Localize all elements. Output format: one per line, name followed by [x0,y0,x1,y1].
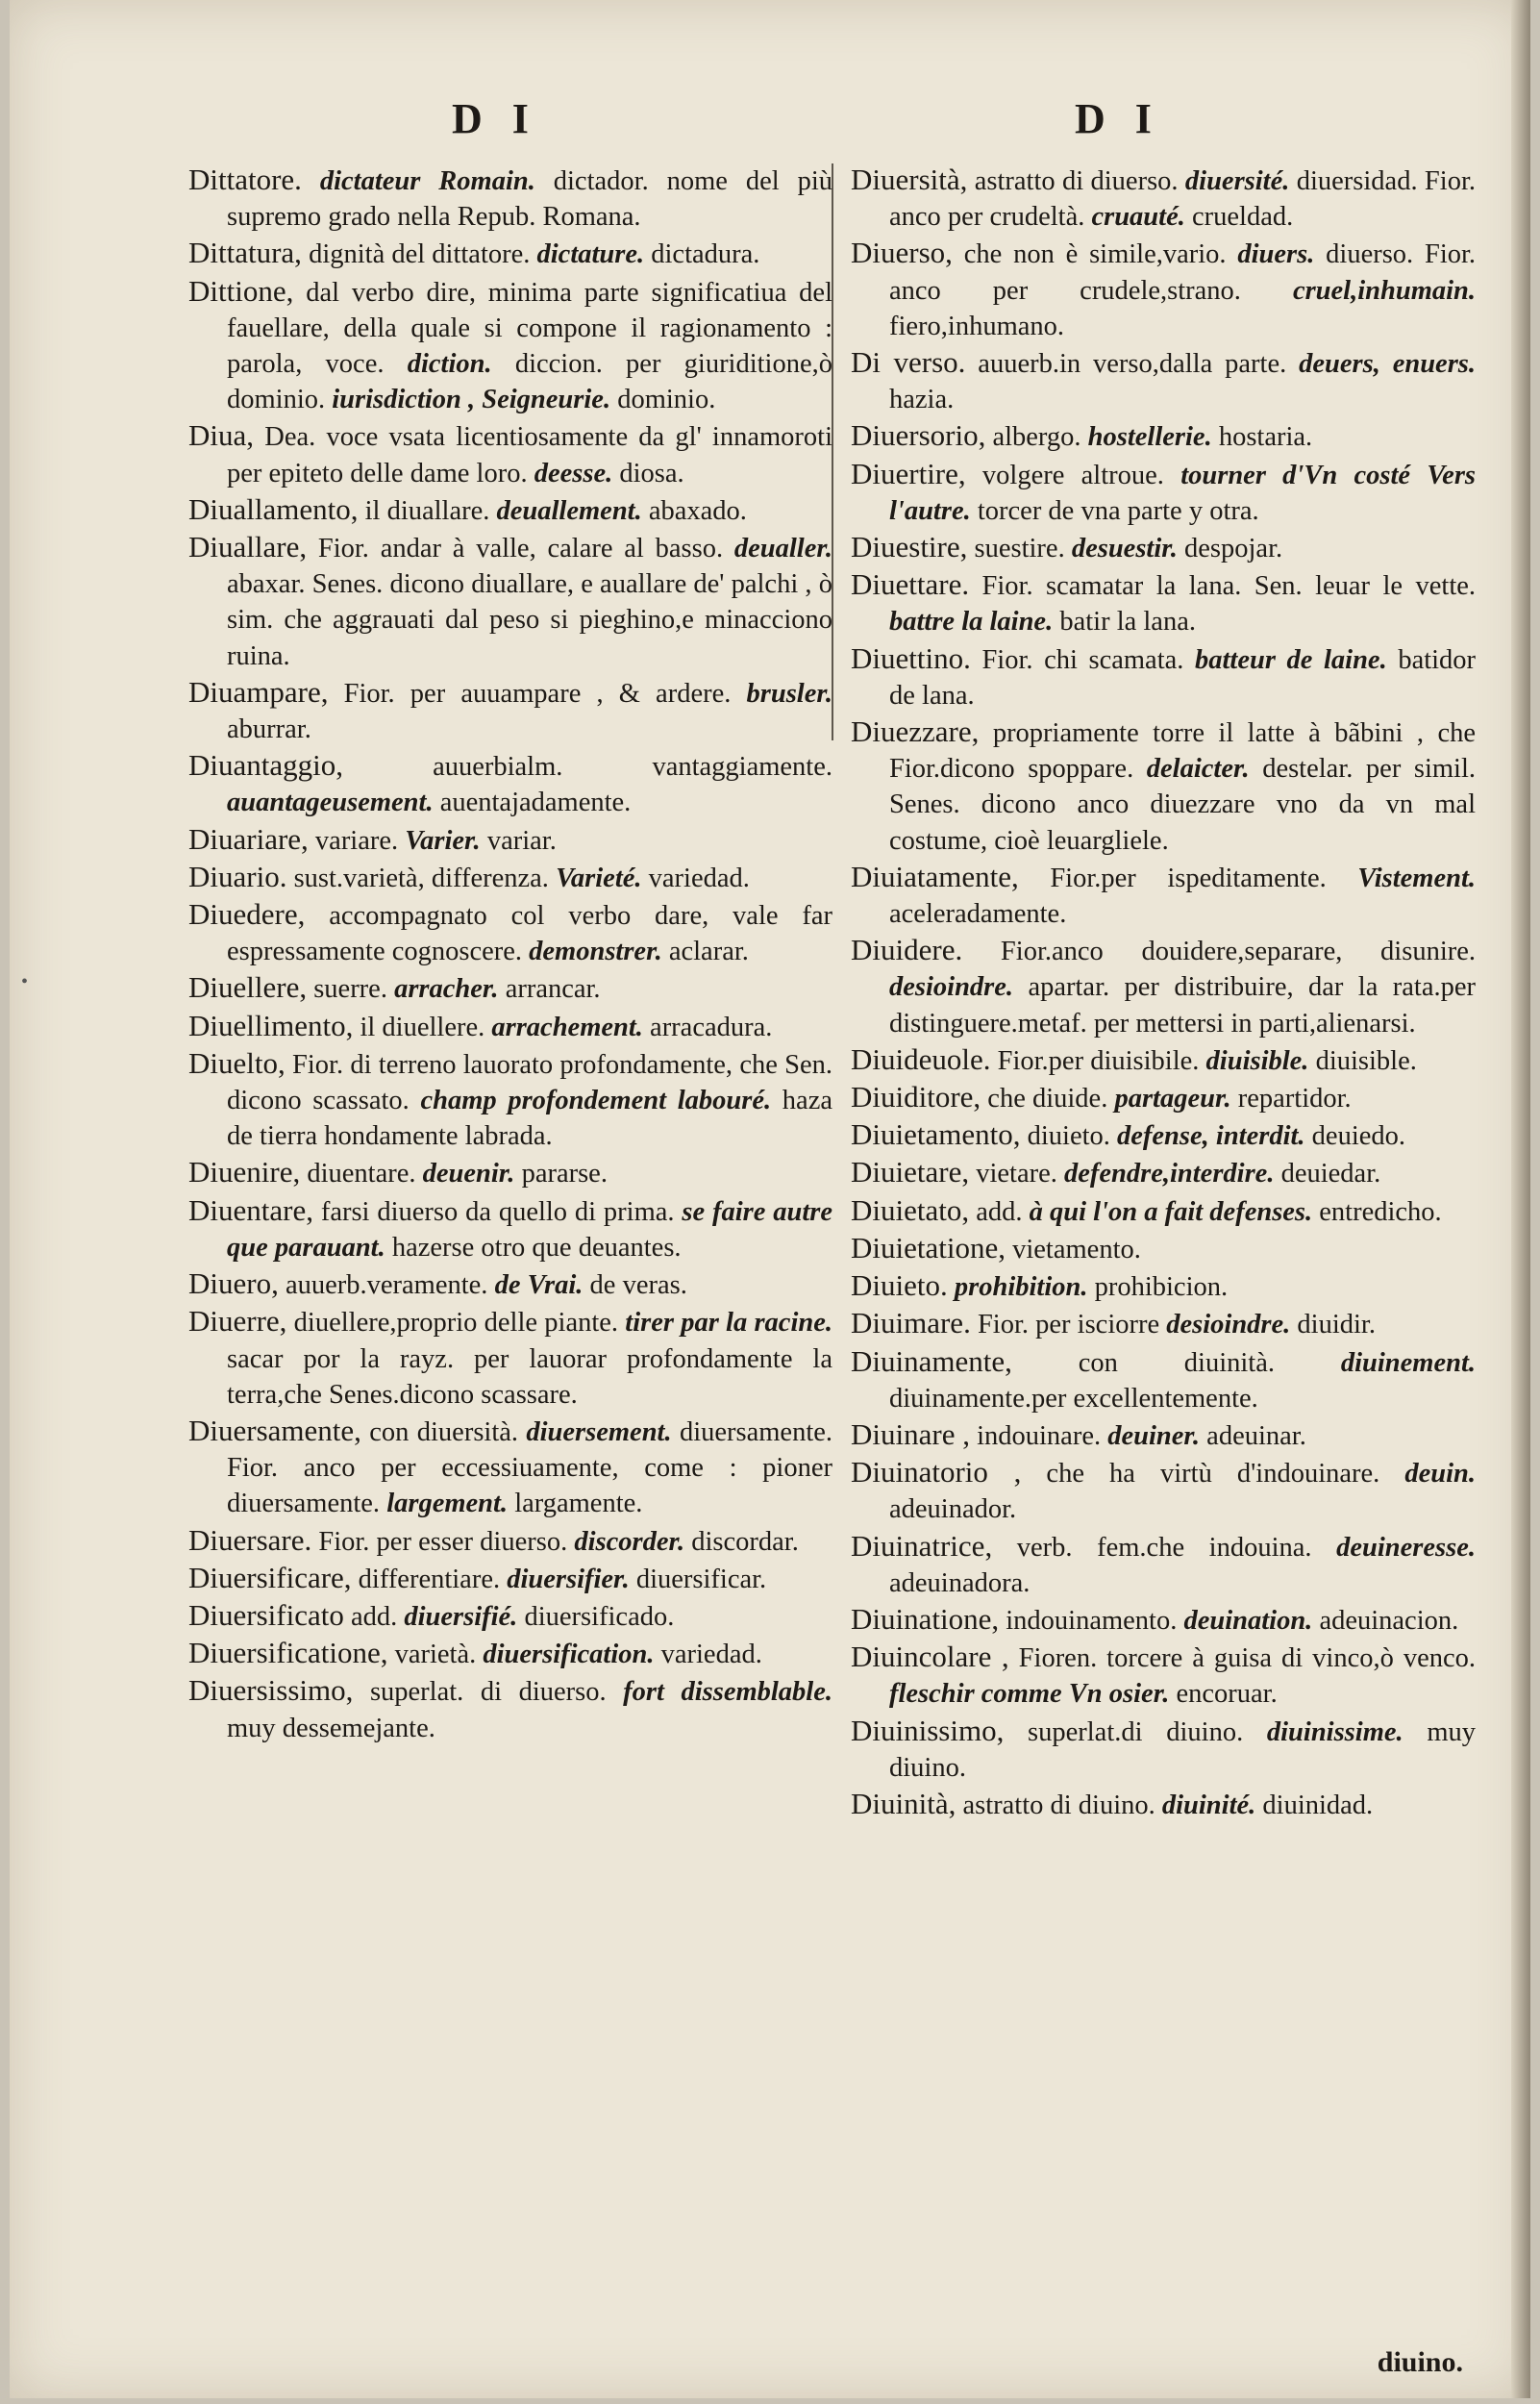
definition-text: con diuersità. [369,1416,519,1447]
headword: Diua, [188,418,255,453]
definition-text: che ha virtù d'indouinare. [1046,1459,1380,1490]
french-equivalent: diuersifié. [404,1601,518,1632]
headword: Diuersificatione, [188,1636,388,1670]
definition-text: vietare. [976,1159,1057,1189]
french-equivalent: fort dissemblable. [623,1677,832,1708]
definition-text: fiero,inhumano. [889,311,1065,341]
headword: Diuinissimo, [851,1713,1005,1747]
definition-text: diuidir. [1297,1310,1376,1340]
dictionary-entry [188,1008,832,1045]
french-equivalent: defense, interdit. [1117,1121,1305,1152]
definition-text: largamente. [514,1489,643,1519]
definition-text: aclarar. [668,937,749,967]
french-equivalent: brusler. [746,678,833,709]
headword: Diuestire, [851,530,968,564]
definition-text: sacar por la rayz. per lauorar profondamente la terra,che Senes.dicono scassare. [227,1343,832,1410]
definition-text: aburrar. [227,714,311,745]
headword: Diuerso, [851,236,953,270]
definition-text: accompagnato col verbo dare, vale far espressamente cognoscere. [227,901,833,967]
dictionary-entry [188,821,832,859]
definition-text: prohibicion. [1094,1272,1229,1303]
dictionary-entry [851,1267,1476,1305]
definition-text: diuersificar. [635,1564,767,1594]
definition-text: diuinidad. [1262,1790,1374,1820]
french-equivalent: Varieté. [556,863,642,893]
dictionary-entry [188,674,832,747]
definition-text: Fior.per diuisibile. [997,1045,1200,1076]
french-equivalent: cruauté. [1091,202,1185,233]
right-column-header: D I [1075,95,1161,142]
definition-text: dignità del dittatore. [309,239,531,270]
dictionary-entry [188,491,832,529]
headword: Diuimare. [851,1306,971,1340]
french-equivalent: diuisible. [1205,1045,1309,1076]
dictionary-entry [188,1045,832,1155]
french-equivalent: diuersification. [483,1640,655,1670]
headword: Diuenire, [188,1155,301,1189]
definition-text: diuersidad. Fior. anco per crudeltà. [889,166,1476,233]
french-equivalent: deuineresse. [1336,1532,1476,1563]
french-equivalent: fleschir comme Vn osier. [889,1679,1170,1710]
headword: Diuinatione, [851,1601,1000,1636]
definition-text: repartidor. [1237,1084,1352,1114]
dictionary-entry [188,1522,832,1560]
headword: Dittatura, [188,236,302,270]
definition-text: adeuinar. [1206,1420,1306,1451]
definition-text: auuerb.veramente. [285,1270,488,1301]
definition-text: crueldad. [1191,202,1294,233]
french-equivalent: battre la laine. [889,607,1054,638]
french-equivalent: deuin. [1404,1459,1476,1490]
definition-text: astratto di diuino. [962,1790,1155,1820]
definition-text: add. [976,1196,1023,1227]
definition-text: diuieto. [1027,1121,1110,1152]
french-equivalent: diuinité. [1161,1790,1256,1820]
definition-text: diosa. [619,458,684,488]
french-equivalent: desioindre. [889,972,1014,1003]
definition-text: hazerse otro que deuantes. [391,1232,682,1263]
definition-text: Fior. scamatar la lana. Sen. leuar le vette. [981,571,1477,602]
french-equivalent: batteur de laine. [1195,644,1387,675]
dictionary-entry [851,566,1476,639]
french-equivalent: tirer par la racine. [625,1308,833,1339]
french-equivalent: defendre,interdire. [1063,1159,1275,1189]
right-column [851,162,1476,1823]
definition-text: discordar. [691,1526,799,1557]
dictionary-entry [851,456,1476,529]
definition-text: superlat. di diuerso. [369,1677,607,1708]
french-equivalent: diuers. [1237,239,1315,270]
french-equivalent: deuers, enuers. [1299,349,1477,380]
definition-text: torcer de vna parte y otra. [977,495,1259,526]
definition-text: deuiedar. [1280,1159,1381,1189]
headword: Diuelto, [188,1045,286,1080]
definition-text: diuisible. [1315,1045,1417,1076]
headword: Diuieto. [851,1268,948,1303]
headword: Diuidere. [851,933,963,967]
definition-text: dictadura. [651,239,760,270]
headword: Diuettare. [851,567,970,602]
headword: Diuiatamente, [851,859,1019,893]
headword: Diuerre, [188,1304,287,1339]
french-equivalent: se faire autre que parauant. [227,1196,833,1263]
dictionary-entry [851,417,1476,455]
headword: Diuellere, [188,970,308,1005]
dictionary-entry [851,1786,1476,1823]
definition-text: il diuellere. [360,1012,485,1042]
french-equivalent: diuinement. [1340,1347,1476,1378]
headword: Diuantaggio, [188,748,343,783]
french-equivalent: deualler. [733,534,833,564]
dictionary-entry [851,640,1476,714]
headword: Diuersità, [851,163,968,196]
headword: Diuideuole. [851,1041,991,1076]
dictionary-entry [188,1154,832,1191]
definition-text: varietà. [394,1640,477,1670]
french-equivalent: dictature. [536,239,645,270]
definition-text: che non è simile,vario. [963,239,1227,270]
french-equivalent: deuallement. [496,495,642,526]
headword: Diuero, [188,1266,279,1301]
dictionary-entry [188,529,832,674]
definition-text: muy diuino. [889,1716,1476,1783]
definition-text: Fioren. torcere à guisa di vinco,ò venco. [1018,1643,1477,1674]
definition-text: indouinare. [977,1420,1102,1451]
definition-text: despojar. [1184,534,1283,564]
french-equivalent: prohibition. [954,1272,1088,1303]
headword: Dittione, [188,273,294,308]
french-equivalent: arrachement. [491,1012,643,1042]
definition-text: sust.varietà, differenza. [293,863,549,893]
headword: Dittatore. [188,163,302,196]
headword: Diuinità, [851,1786,956,1820]
dictionary-entry [188,417,832,490]
dictionary-entry [188,162,832,235]
headword: Diuinamente, [851,1343,1012,1378]
definition-text: diuerso. Fior. anco per crudele,strano. [889,239,1477,306]
left-column-header: D I [452,95,538,142]
headword: Diuiditore, [851,1080,981,1114]
dictionary-page [10,0,1530,2398]
dictionary-entry [188,969,832,1007]
definition-text: diuersificado. [524,1601,675,1632]
headword: Diuersificato [188,1597,344,1632]
definition-text: auuerbialm. vantaggiamente. [433,752,832,783]
left-column [188,162,832,1746]
french-equivalent: largement. [386,1489,509,1519]
definition-text: vietamento. [1012,1234,1141,1265]
definition-text: Fior. per isciorre [977,1310,1160,1340]
french-equivalent: cruel,inhumain. [1292,275,1477,306]
dictionary-entry [851,1041,1476,1079]
definition-text: che diuide. [987,1084,1108,1114]
definition-text: Fior. chi scamata. [981,644,1184,675]
dictionary-entry [188,1303,832,1413]
definition-text: abaxar. Senes. dicono diuallare, e auallare de' palchi , ò sim. che aggrauati dal peso si pieghino,e minacciono ruina. [227,569,832,671]
definition-text: auentajadamente. [439,788,632,818]
definition-text: superlat.di diuino. [1028,1716,1244,1747]
dictionary-entry [188,1265,832,1303]
dictionary-entry [188,747,832,820]
headword: Diuettino. [851,640,971,675]
headword: Diuersare. [188,1522,312,1557]
definition-text: batidor de lana. [889,644,1477,711]
french-equivalent: partageur. [1114,1084,1231,1114]
dictionary-entry [851,1305,1476,1342]
headword: Diuersamente, [188,1413,361,1447]
definition-text: Fior. per auuampare , & ardere. [343,678,732,709]
definition-text: entredicho. [1319,1196,1442,1227]
definition-text: add. [350,1601,398,1632]
dictionary-entry [188,1597,832,1635]
dictionary-entry [188,1560,832,1597]
definition-text: il diuallare. [364,495,490,526]
definition-text: variare. [314,825,399,856]
dictionary-entry [851,1079,1476,1116]
headword: Diuersorio, [851,418,986,453]
definition-text: Fior. per esser diuerso. [318,1526,568,1557]
definition-text: adeuinadora. [889,1567,1031,1598]
binding-gutter [1511,0,1530,2398]
dictionary-entry [188,1413,832,1522]
french-equivalent: demonstrer. [529,937,662,967]
headword: Diuellimento, [188,1008,354,1042]
headword: Diuallare, [188,530,308,564]
definition-text: arrancar. [505,974,601,1005]
french-equivalent: de Vrai. [494,1270,584,1301]
dictionary-entry [188,235,832,272]
definition-text: muy dessemejante. [227,1713,435,1743]
definition-text: Dea. voce vsata licentiosamente da gl' innamoroti per epiteto delle dame loro. [227,422,832,488]
definition-text: albergo. [992,422,1081,453]
definition-text: haza de tierra hondamente labrada. [227,1086,832,1152]
definition-text: verb. fem.che indouina. [1016,1532,1312,1563]
french-equivalent: diuersifier. [507,1564,630,1594]
french-equivalent: dictateur Romain. [319,166,535,196]
french-equivalent: diuersement. [526,1416,672,1447]
definition-text: apartar. per distribuire, dar la rata.per distinguere.metaf. per mettersi in parti,alienarsi. [889,972,1477,1039]
headword: Diuinare , [851,1416,970,1451]
definition-text: dominio. [617,385,716,415]
definition-text: dictador. nome del più supremo grado nella Repub. Romana. [227,166,832,233]
dictionary-entry [851,1416,1476,1454]
definition-text: variedad. [660,1640,762,1670]
headword: Diuincolare , [851,1640,1009,1674]
dictionary-entry [851,1230,1476,1267]
french-equivalent: desioindre. [1166,1310,1291,1340]
definition-text: diuinamente.per excellentemente. [889,1383,1258,1414]
dictionary-entry [188,273,832,418]
margin-mark: • [21,971,29,992]
headword: Diuietato, [851,1192,970,1227]
definition-text: arracadura. [650,1012,773,1042]
definition-text: auuerb.in verso,dalla parte. [978,349,1287,380]
dictionary-entry [851,1601,1476,1639]
definition-text: diuersamente. Fior. anco per eccessiuamente, come : pioner diuersamente. [227,1416,833,1519]
headword: Diuentare, [188,1192,313,1227]
definition-text: variar. [486,825,557,856]
definition-text: diuellere,proprio delle piante. [293,1308,619,1339]
headword: Diuinatorio , [851,1455,1022,1490]
definition-text: variedad. [648,863,750,893]
dictionary-entry [851,1528,1476,1601]
dictionary-entry [851,932,1476,1041]
dictionary-entry [851,1713,1476,1786]
french-equivalent: delaicter. [1146,754,1250,785]
definition-text: Fior.per ispeditamente. [1050,863,1327,893]
french-equivalent: hostellerie. [1087,422,1212,453]
definition-text: adeuinador. [889,1494,1017,1525]
definition-text: suestire. [974,534,1065,564]
dictionary-entry [851,1343,1476,1416]
definition-text: propriamente torre il latte à bãbini , che Fior.dicono spoppare. [889,718,1477,785]
dictionary-entry [851,344,1476,417]
definition-text: aceleradamente. [889,899,1067,930]
headword: Diuallamento, [188,491,359,526]
definition-text: hostaria. [1218,422,1313,453]
definition-text: deuiedo. [1311,1121,1406,1152]
french-equivalent: Varier. [405,825,481,856]
definition-text: abaxado. [648,495,747,526]
definition-text: hazia. [889,385,955,415]
dictionary-entry [851,1454,1476,1527]
headword: Diuampare, [188,674,329,709]
dictionary-entry [851,529,1476,566]
definition-text: suerre. [313,974,387,1005]
headword: Di verso. [851,345,966,380]
definition-text: encoruar. [1176,1679,1278,1710]
definition-text: diccion. per giuriditione,ò dominio. [227,349,833,415]
dictionary-entry [851,1116,1476,1154]
dictionary-entry [188,1635,832,1672]
definition-text: farsi diuerso da quello di prima. [320,1196,675,1227]
headword: Diuietare, [851,1155,970,1189]
french-equivalent: deuenir. [422,1159,515,1189]
french-equivalent: discorder. [574,1526,685,1557]
definition-text: batir la lana. [1059,607,1196,638]
dictionary-entry [188,859,832,896]
dictionary-entry [851,714,1476,859]
definition-text: adeuinacion. [1319,1605,1459,1636]
headword: Diuario. [188,859,287,893]
headword: Diuedere, [188,897,306,932]
french-equivalent: auantageusement. [227,788,434,818]
dictionary-entry [188,1192,832,1265]
headword: Diuietatione, [851,1230,1006,1265]
french-equivalent: iurisdiction , Seigneurie. [332,385,611,415]
definition-text: de veras. [589,1270,687,1301]
dictionary-entry [851,1192,1476,1230]
headword: Diuariare, [188,821,309,856]
definition-text: volgere altroue. [981,460,1164,490]
definition-text: dal verbo dire, minima parte significatiua del fauellare, della quale si compone il ragionamento : parola, voce. [227,277,832,380]
headword: Diuinatrice, [851,1528,993,1563]
french-equivalent: champ profondement labouré. [420,1086,772,1116]
french-equivalent: diuersité. [1184,166,1290,196]
dictionary-entry [851,162,1476,235]
definition-text: Fior. andar à valle, calare al basso. [317,534,724,564]
french-equivalent: diction. [407,349,492,380]
dictionary-entry [851,1154,1476,1191]
dictionary-entry [188,1672,832,1745]
definition-text: astratto di diuerso. [974,166,1179,196]
definition-text: differentiare. [358,1564,501,1594]
definition-text: Fior. di terreno lauorato profondamente, che Sen. dicono scassato. [227,1049,833,1116]
dictionary-entry [188,896,832,969]
french-equivalent: arracher. [394,974,499,1005]
dictionary-entry [851,235,1476,344]
french-equivalent: deesse. [534,458,613,488]
definition-text: destelar. per simil. Senes. dicono anco diuezzare vno da vn mal costume, cioè leuargliele. [889,754,1477,856]
headword: Diuietamento, [851,1117,1021,1152]
french-equivalent: desuestir. [1071,534,1178,564]
definition-text: pararse. [521,1159,608,1189]
headword: Diuersificare, [188,1560,352,1594]
french-equivalent: Vistement. [1357,863,1477,893]
french-equivalent: à qui l'on a fait defenses. [1029,1196,1313,1227]
headword: Diuersissimo, [188,1673,354,1708]
french-equivalent: tourner d'Vn costé Vers l'autre. [889,460,1477,526]
headword: Diuertire, [851,456,966,490]
dictionary-entry [851,859,1476,932]
french-equivalent: deuination. [1183,1605,1313,1636]
definition-text: diuentare. [307,1159,416,1189]
french-equivalent: deuiner. [1107,1420,1201,1451]
definition-text: indouinamento. [1006,1605,1178,1636]
french-equivalent: diuinissime. [1266,1716,1403,1747]
catchword: diuino. [1377,2346,1463,2378]
dictionary-entry [851,1639,1476,1712]
definition-text: con diuinità. [1078,1347,1275,1378]
definition-text: Fior.anco douidere,separare, disunire. [1000,937,1477,967]
headword: Diuezzare, [851,714,980,749]
